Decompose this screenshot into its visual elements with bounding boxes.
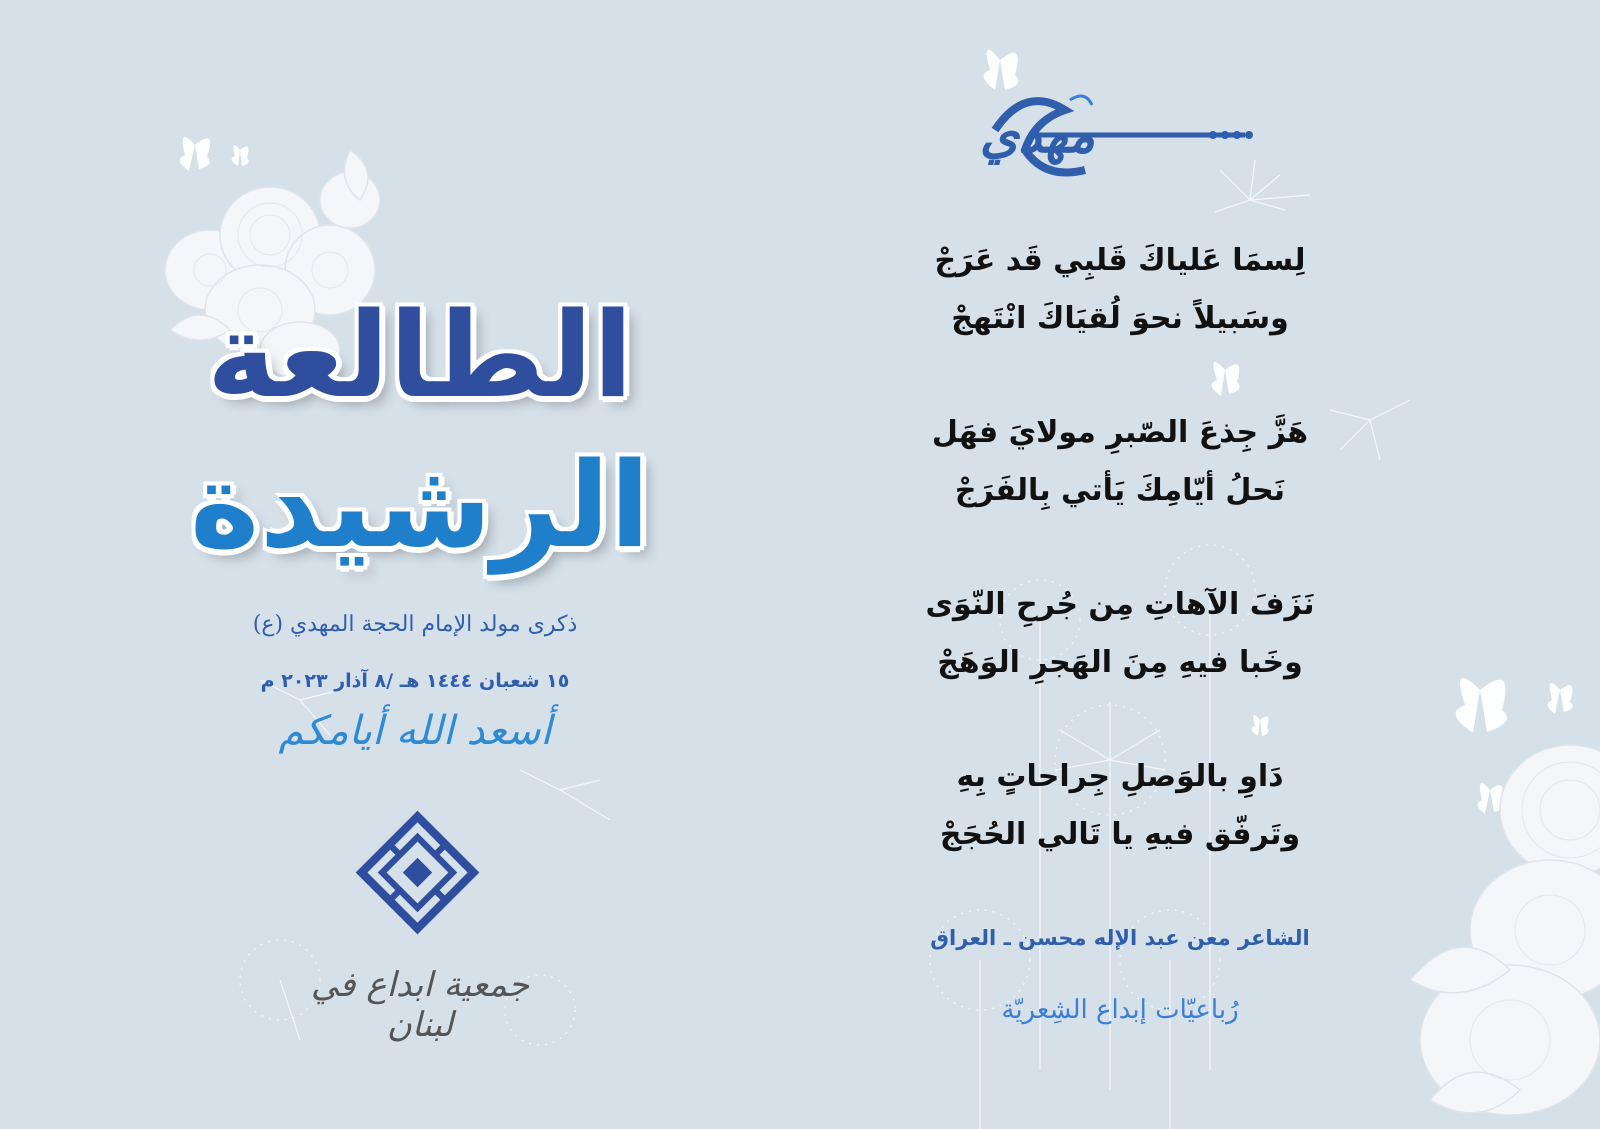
poem-verse: وخَبا فيهِ مِنَ الهَجرِ الوَهَجْ [937,645,1303,680]
poem-verse: وتَرفّق فيهِ يا تَالي الحُجَجْ [939,817,1301,852]
poem-verse: وسَبيلاً نحوَ لُقيَاكَ انْتَهجْ [951,301,1289,336]
main-title [180,250,660,610]
poem [920,232,1320,920]
poem-verse: نَحلُ أيّامِكَ يَأتي بِالفَرَجْ [954,473,1286,508]
title-line-2: الرشيدة [189,436,651,574]
poem-verse: هَزَّ جِذعَ الصّبرِ مولايَ فهَل [931,415,1309,450]
poem-stanza [920,748,1320,864]
poem-verse: لِسمَا عَلياكَ قَلبِي قَد عَرَجْ [934,243,1306,278]
date-line: ١٥ شعبان ١٤٤٤ هـ /٨ آذار ٢٠٢٣ م [260,670,570,692]
poem-stanza [920,404,1320,520]
poem-stanza [920,576,1320,692]
series-title: رُباعيّات إبداع الشِعريّة [1001,995,1239,1025]
poem-stanza [920,232,1320,348]
poet-credit: الشاعر معن عبد الإله محسن ـ العراق [930,926,1310,950]
greeting-calligraphy: أسعد الله أيامكم [278,708,552,754]
title-line-1: الطالعة [206,286,634,424]
paper-flowers-icon [1400,680,1600,1129]
mahdi-logo-text: مهدي [979,105,1095,164]
kufic-square-logo-icon [355,810,480,935]
poem-verse: نَزَفَ الآهاتِ مِن جُرحِ النّوَى [925,587,1315,622]
association-signature: جمعية ابداع في لبنان [310,965,530,1045]
poem-verse: دَاوِ بالوَصلِ جِراحاتٍ بِهِ [956,759,1284,794]
occasion-subtitle: ذكرى مولد الإمام الحجة المهدي (ع) [252,612,578,637]
